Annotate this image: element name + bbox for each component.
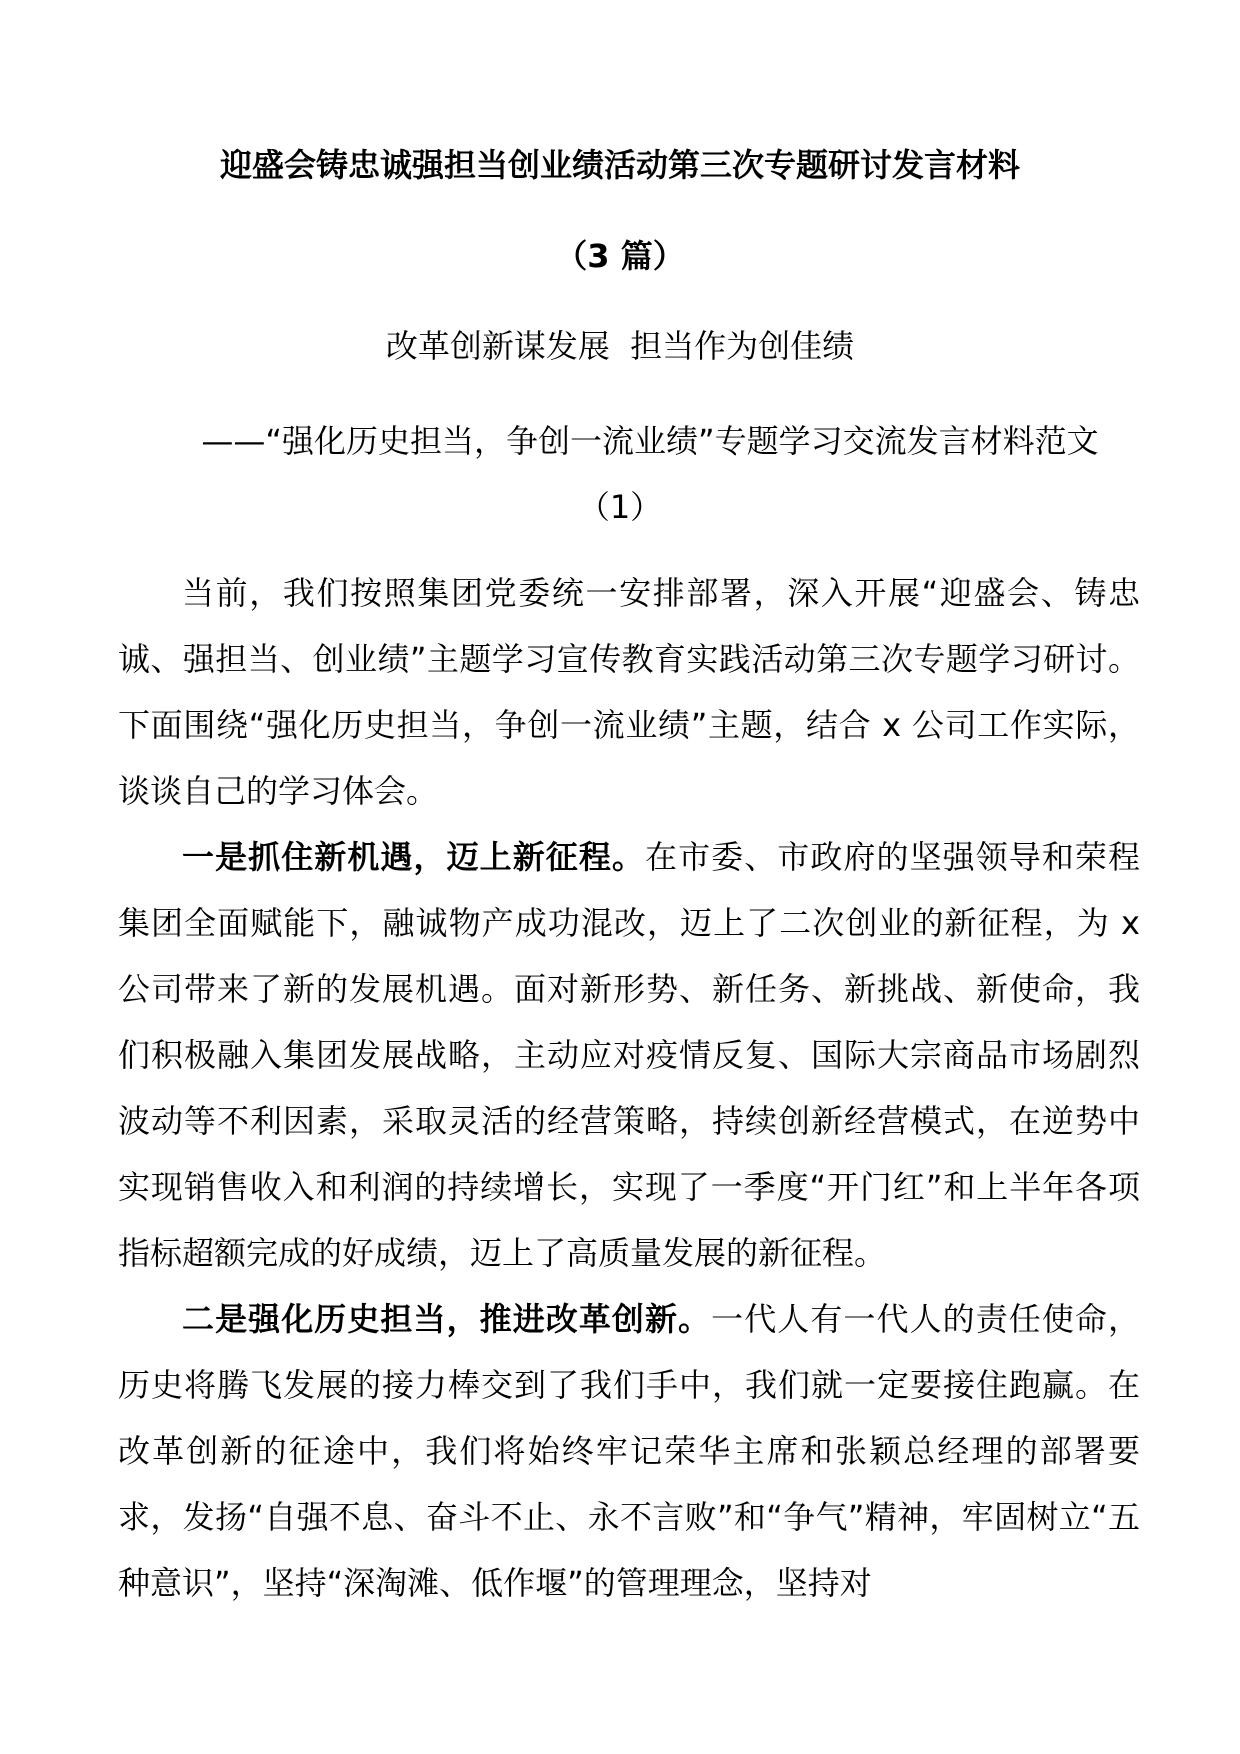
paragraph-3-text: 一代人有一代人的责任使命，历史将腾飞发展的接力棒交到了我们手中，我们就一定要接住跑赢。在改革创新的征途中，我们将始终牢记荣华主席和张颖总经理的部署要求，发扬“自强不息、奋斗不止、永不言败”和“争气”精神，牢固树立“五种意识”，坚持“深淘滩、低作堰”的管理理念，坚持对 — [118, 1300, 1140, 1602]
paragraph-2-lead: 一是抓住新机遇，迈上新征程。 — [182, 838, 645, 876]
paragraph-3 — [118, 1286, 1140, 1616]
document-body — [118, 560, 1140, 1616]
paragraph-2 — [118, 824, 1140, 1286]
paragraph-1 — [118, 560, 1140, 824]
article-title: 改革创新谋发展 担当作为创佳绩 — [385, 327, 855, 365]
paragraph-1-text: 当前，我们按照集团党委统一安排部署，深入开展“迎盛会、铸忠诚、强担当、创业绩”主题学习宣传教育实践活动第三次专题学习研讨。下面围绕“强化历史担当，争创一流业绩”主题，结合 x 公司工作实际，谈谈自己的学习体会。 — [118, 574, 1140, 810]
article-subtitle: ——“强化历史担当，争创一流业绩”专题学习交流发言材料范文 — [201, 422, 1099, 460]
paragraph-3-lead: 二是强化历史担当，推进改革创新。 — [182, 1300, 712, 1338]
paragraph-2-text: 在市委、市政府的坚强领导和荣程集团全面赋能下，融诚物产成功混改，迈上了二次创业的新征程，为 x 公司带来了新的发展机遇。面对新形势、新任务、新挑战、新使命，我们积极融入集团发展战略，主动应对疫情反复、国际大宗商品市场剧烈波动等不利因素，采取灵活的经营策略，持续创新经营模式，在逆势中实现销售收入和利润的持续增长，实现了一季度“开门红”和上半年各项指标超额完成的好成绩，迈上了高质量发展的新征程。 — [118, 838, 1140, 1272]
document-title: 迎盛会铸忠诚强担当创业绩活动第三次专题研讨发言材料 — [219, 146, 1020, 184]
article-number: （1） — [577, 488, 663, 526]
document-count: （3 篇） — [555, 237, 685, 275]
